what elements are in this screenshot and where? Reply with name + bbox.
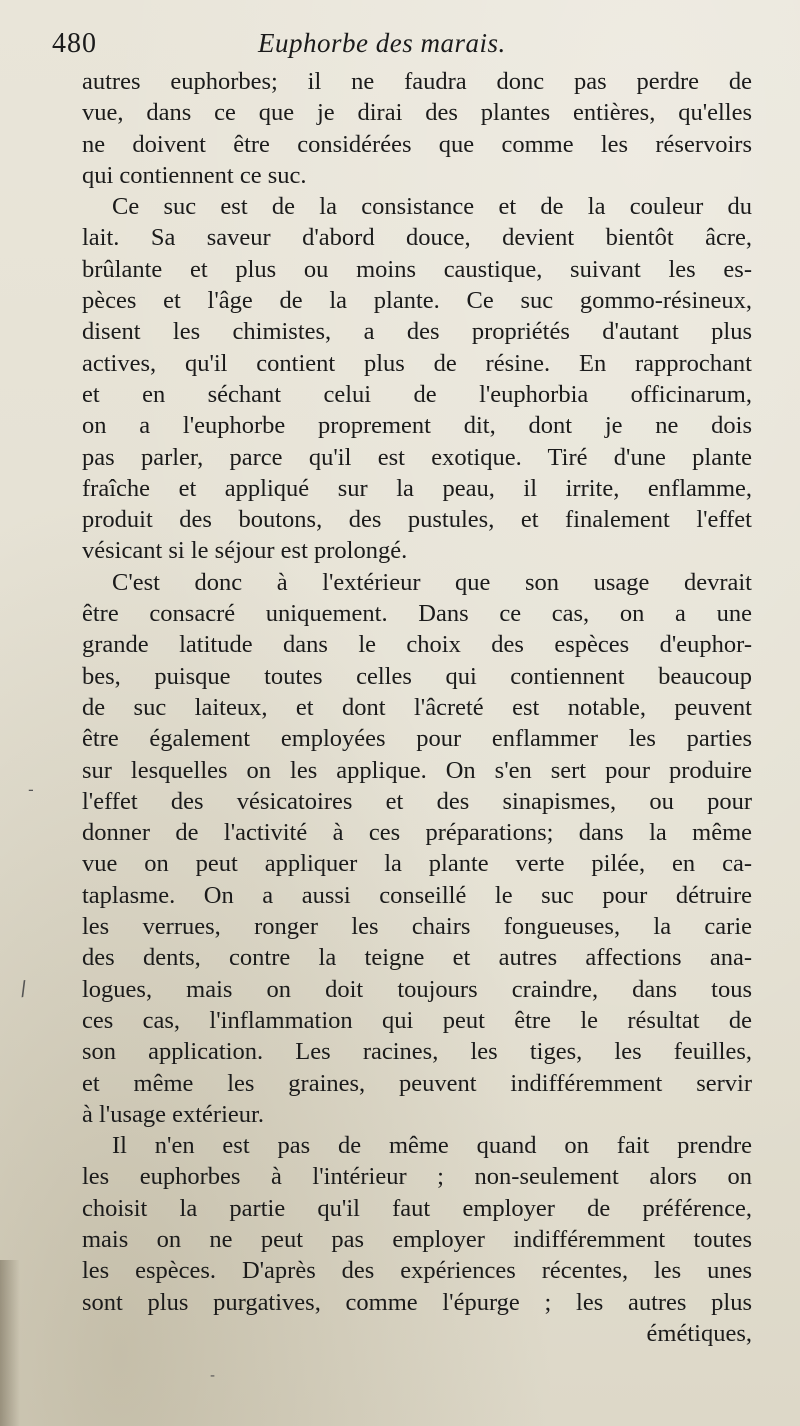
text-line: disent les chimistes, a des propriétés d'autant plus (82, 318, 752, 346)
text-line: produit des boutons, des pustules, et finalement l'effet (82, 506, 752, 534)
text-line: ne doivent être considérées que comme les réservoirs (82, 130, 752, 158)
text-line: l'effet des vésicatoires et des sinapismes, ou pour (82, 787, 752, 815)
text-line: pèces et l'âge de la plante. Ce suc gommo-résineux, (82, 287, 752, 315)
text-line: les espèces. D'après des expériences récentes, les unes (82, 1257, 752, 1285)
text-line: et en séchant celui de l'euphorbia officinarum, (82, 380, 752, 408)
text-line: pas parler, parce qu'il est exotique. Tiré d'une plante (82, 443, 752, 471)
text-line: des dents, contre la teigne et autres affections ana- (82, 944, 752, 972)
text-line: grande latitude dans le choix des espèces d'euphor- (82, 631, 752, 659)
margin-pencil-mark: - (210, 1368, 216, 1384)
text-line: être consacré uniquement. Dans ce cas, on a une (82, 600, 752, 628)
text-line: être également employées pour enflammer les parties (82, 725, 752, 753)
text-line: ces cas, l'inflammation qui peut être le résultat de (82, 1006, 752, 1034)
text-line: sur lesquelles on les applique. On s'en sert pour produire (82, 756, 752, 784)
text-line: donner de l'activité à ces préparations; dans la même (82, 819, 752, 847)
text-line: fraîche et appliqué sur la peau, il irrite, enflamme, (82, 474, 752, 502)
text-line: C'est donc à l'extérieur que son usage devrait (112, 568, 752, 596)
text-line: logues, mais on doit toujours craindre, dans tous (82, 975, 752, 1003)
text-line: de suc laiteux, et dont l'âcreté est notable, peuvent (82, 693, 752, 721)
text-line: à l'usage extérieur. (82, 1100, 264, 1128)
text-line: on a l'euphorbe proprement dit, dont je ne dois (82, 412, 752, 440)
text-line: brûlante et plus ou moins caustique, suivant les es- (82, 255, 752, 283)
text-line: bes, puisque toutes celles qui contiennent beaucoup (82, 662, 752, 690)
page-edge-shadow (0, 1260, 20, 1426)
text-line: vue, dans ce que je dirai des plantes entières, qu'elles (82, 99, 752, 127)
text-line: autres euphorbes; il ne faudra donc pas perdre de (82, 68, 752, 95)
text-line: et même les graines, peuvent indifféremment servir (82, 1069, 752, 1097)
page-number: 480 (52, 28, 97, 59)
text-line: taplasme. On a aussi conseillé le suc pour détruire (82, 881, 752, 909)
running-title: Euphorbe des marais. (258, 28, 506, 58)
catchword-line: émétiques, (646, 1319, 752, 1347)
text-line: lait. Sa saveur d'abord douce, devient bientôt âcre, (82, 224, 752, 252)
margin-pencil-mark: - (28, 780, 34, 799)
text-line: Il n'en est pas de même quand on fait prendre (112, 1132, 752, 1160)
running-head (52, 28, 760, 62)
text-line: mais on ne peut pas employer indifféremment toutes (82, 1225, 752, 1253)
text-line: vésicant si le séjour est prolongé. (82, 537, 408, 565)
text-line: qui contiennent ce suc. (82, 161, 307, 189)
text-line: sont plus purgatives, comme l'épurge ; les autres plus (82, 1288, 752, 1316)
margin-pencil-mark: / (17, 975, 29, 1001)
body-text (82, 66, 752, 1349)
text-line: actives, qu'il contient plus de résine. En rapprochant (82, 349, 752, 377)
text-line: choisit la partie qu'il faut employer de préférence, (82, 1194, 752, 1222)
text-line: vue on peut appliquer la plante verte pilée, en ca- (82, 850, 752, 878)
text-line: les verrues, ronger les chairs fongueuses, la carie (82, 913, 752, 941)
text-line: Ce suc est de la consistance et de la couleur du (112, 193, 752, 221)
text-line: les euphorbes à l'intérieur ; non-seulement alors on (82, 1163, 752, 1191)
text-line: son application. Les racines, les tiges, les feuilles, (82, 1038, 752, 1066)
